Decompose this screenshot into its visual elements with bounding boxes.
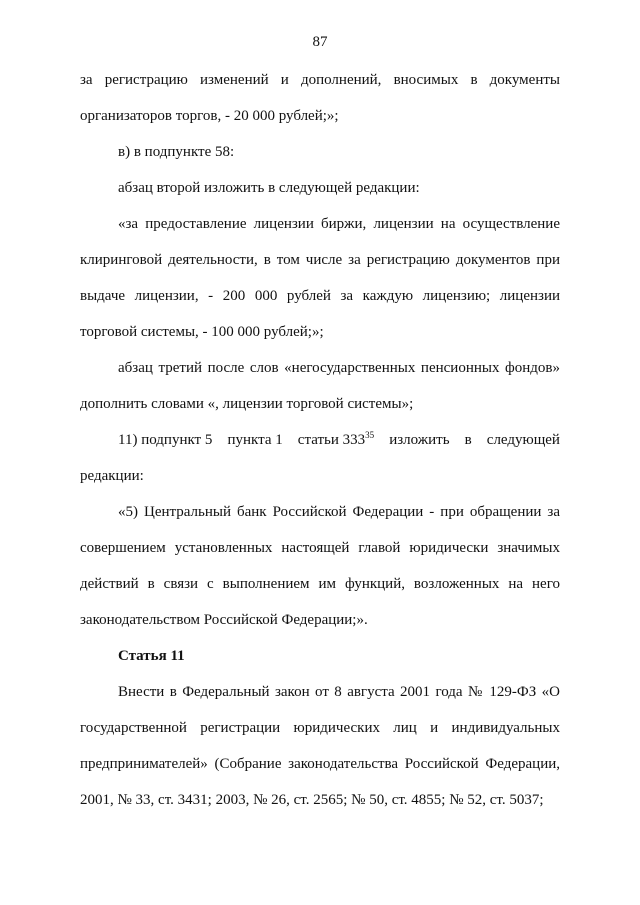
article-heading: Статья 11 [118, 648, 185, 664]
article-superscript: 35 [365, 430, 375, 440]
item-part-following: следующей [486, 432, 560, 448]
paragraph-license-fees: «за предоставление лицензии биржи, лицензии на осуществление клиринговой деятельности, в том числе за регистрацию документов при выдаче лицензии, - 200 000 рублей за каждую лицензию; лицензии торговой системы, - 100 000 рублей;»; [80, 216, 560, 340]
paragraph-third-abzac: абзац третий после слов «негосударственных пенсионных фондов» дополнить словами «, лицензии торговой системы»; [80, 360, 560, 412]
item-part-subitem: 11) подпункт 5 [118, 432, 213, 448]
paragraph-subitem-11 [80, 422, 560, 494]
item-part-state: изложить [389, 432, 450, 448]
paragraph-federal-law: Внести в Федеральный закон от 8 августа 2001 года № 129-ФЗ «О государственной регистрации юридических лиц и индивидуальных предпринимателей» (Собрание законодательства Российской Федерации, 2001, № 33, ст. 3431; 2003, № 26, ст. 2565; № 50, ст. 4855; № 52, ст. 5037; [80, 684, 560, 808]
paragraph-fee-registration: за регистрацию изменений и дополнений, вносимых в документы организаторов торгов, - 20 000 рублей;»; [80, 72, 560, 124]
item-part-edition: редакции: [80, 468, 144, 484]
page-number: 87 [312, 34, 328, 50]
document-body [80, 62, 560, 818]
item-part-point: пункта 1 [227, 432, 283, 448]
paragraph-second-abzac: абзац второй изложить в следующей редакции: [118, 180, 420, 196]
article-number: статьи 333 [297, 432, 366, 448]
item-part-article [298, 422, 374, 458]
paragraph-subitem-58: в) в подпункте 58: [118, 144, 235, 160]
paragraph-central-bank: «5) Центральный банк Российской Федерации - при обращении за совершением установленных настоящей главой юридически значимых действий в связи с выполнением им функций, возложенных на него законодательством Российской Федерации;». [80, 504, 560, 628]
item-part-in: в [464, 432, 472, 448]
